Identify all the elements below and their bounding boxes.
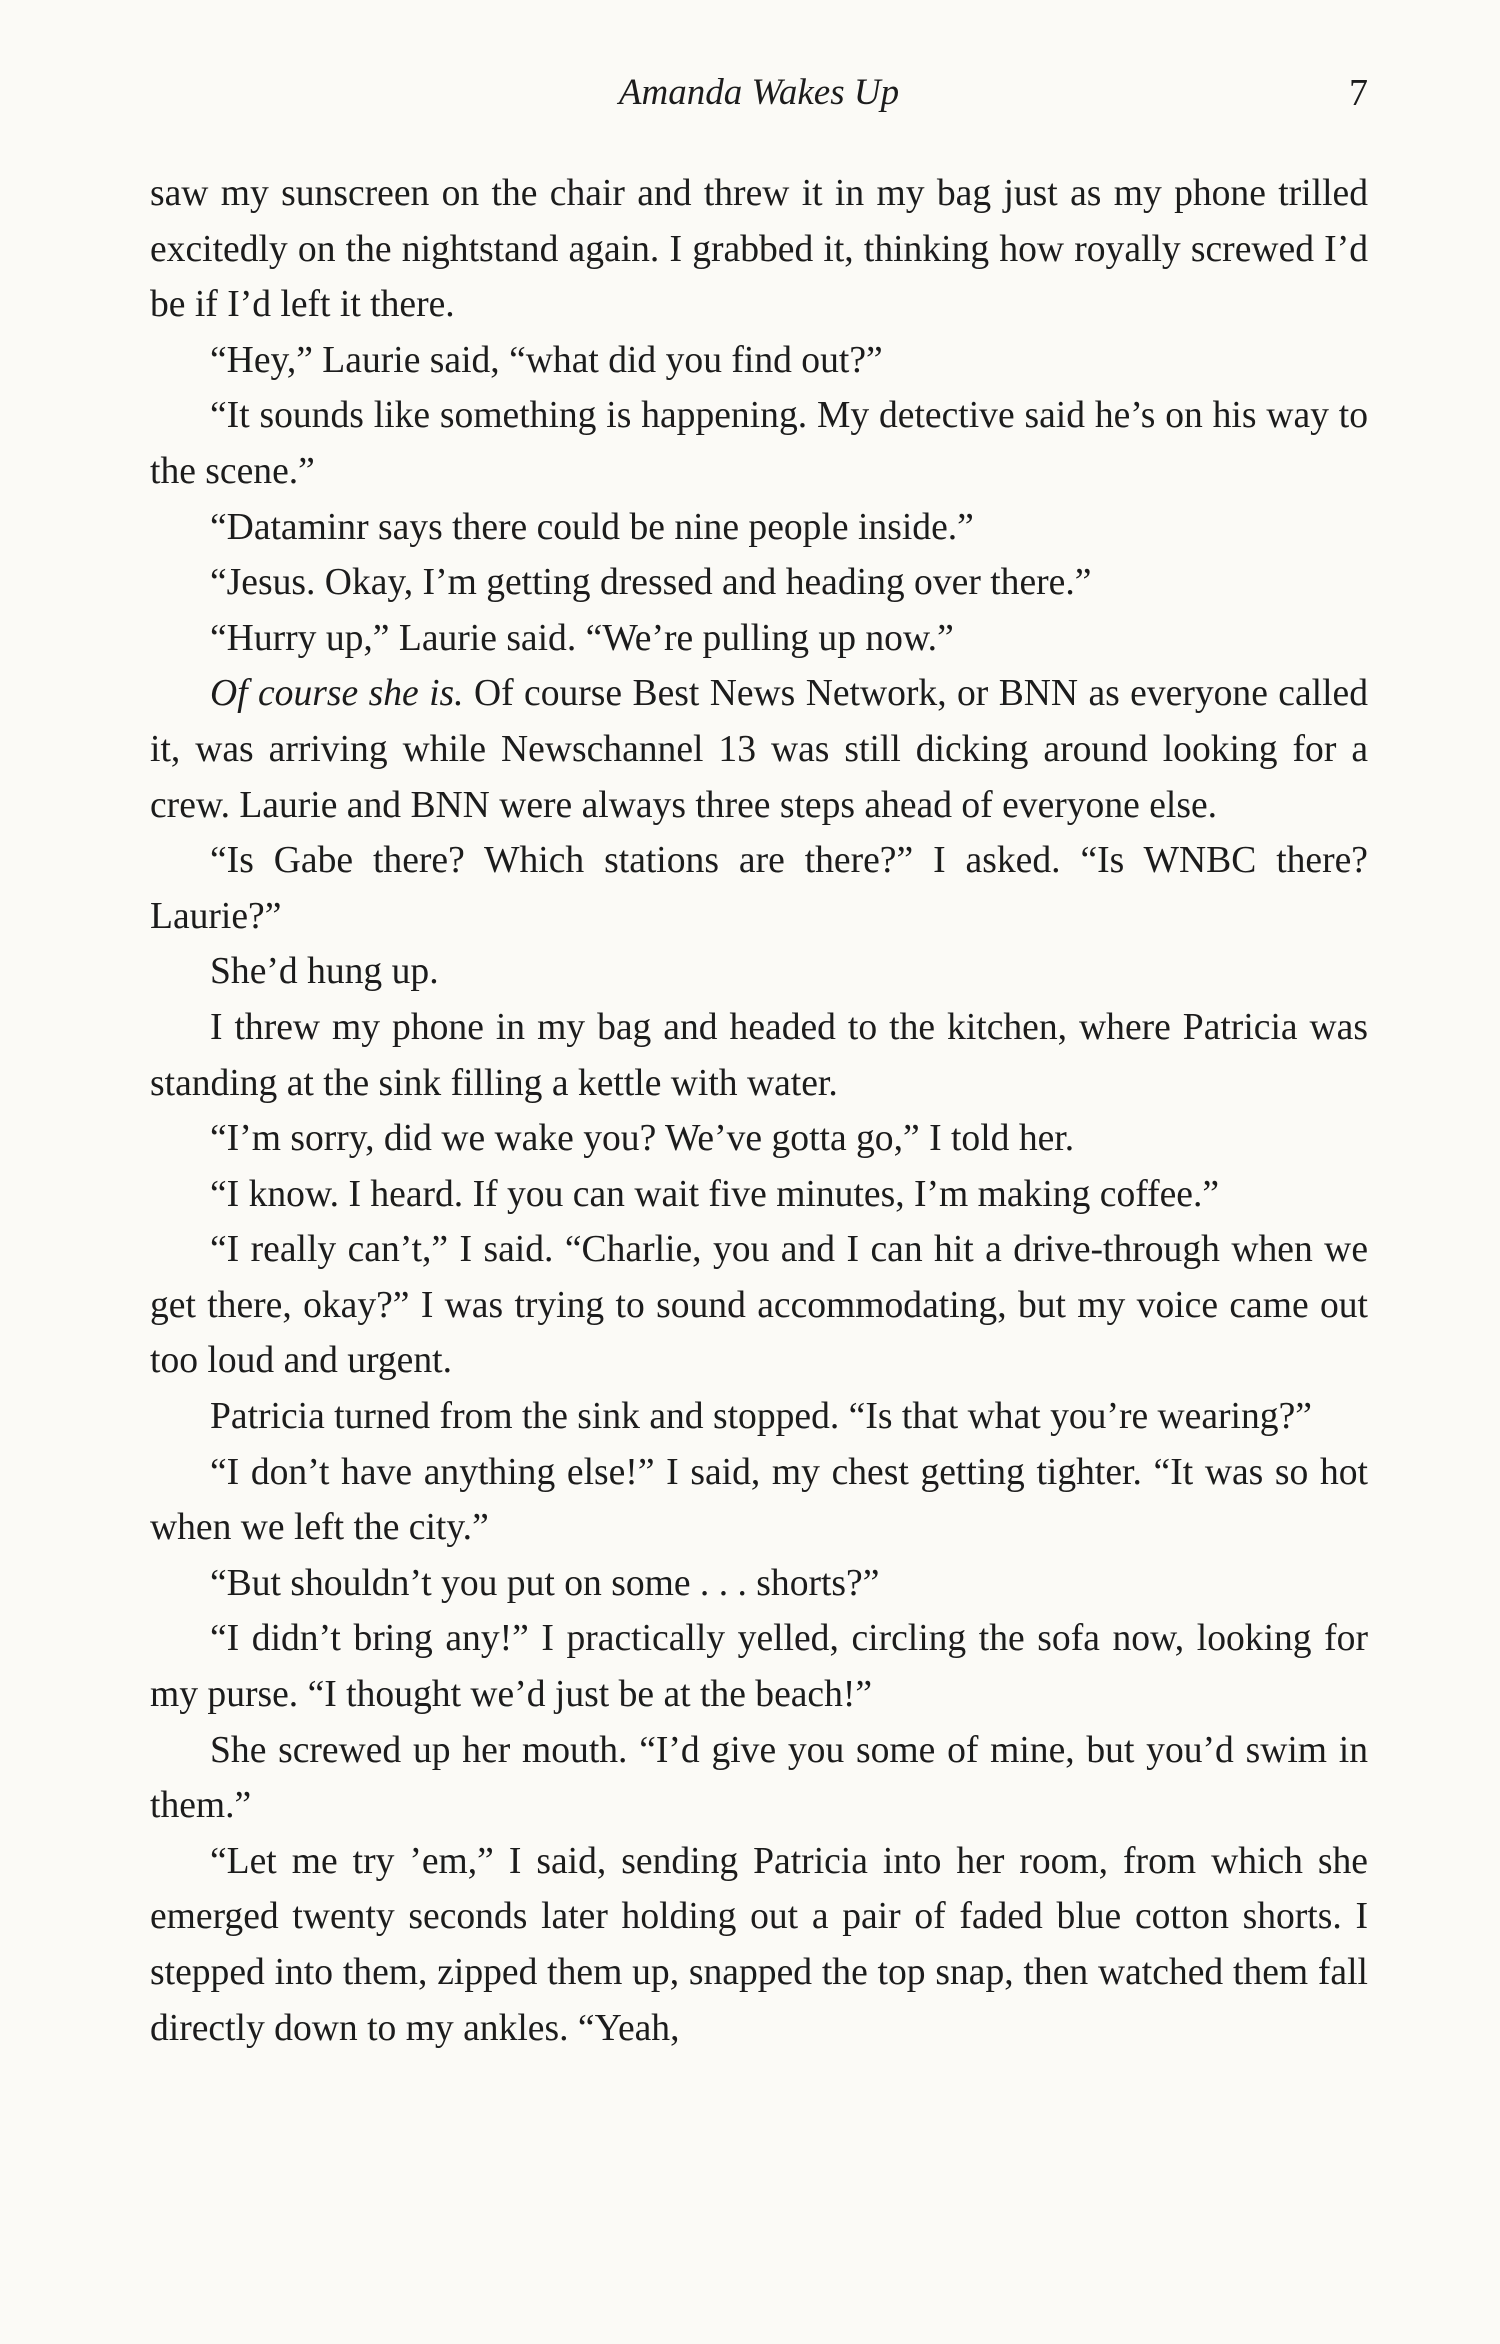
paragraph xyxy=(150,1834,1368,2056)
paragraph xyxy=(150,611,1368,667)
paragraph-text: She screwed up her mouth. “I’d give you some of mine, but you’d swim in them.” xyxy=(150,1729,1368,1827)
paragraph xyxy=(150,1611,1368,1722)
paragraph-text: “Hey,” Laurie said, “what did you find out?” xyxy=(210,339,883,381)
paragraph xyxy=(150,333,1368,389)
paragraph-text: I threw my phone in my bag and headed to the kitchen, where Patricia was standing at the sink filling a kettle with water. xyxy=(150,1006,1368,1104)
page-number: 7 xyxy=(1349,72,1368,114)
paragraph xyxy=(150,555,1368,611)
paragraph xyxy=(150,666,1368,833)
paragraph-italic-lead: Of course she is. xyxy=(210,673,464,715)
paragraph-text: “I really can’t,” I said. “Charlie, you and I can hit a drive-through when we get there, okay?” I was trying to sound accommodating, but my voice came out too loud and urgent. xyxy=(150,1229,1368,1382)
paragraph xyxy=(150,1111,1368,1167)
paragraph-text: Patricia turned from the sink and stopped. “Is that what you’re wearing?” xyxy=(210,1396,1312,1438)
paragraph-text: “Is Gabe there? Which stations are there?” I asked. “Is WNBC there? Laurie?” xyxy=(150,840,1368,937)
running-head xyxy=(150,68,1368,118)
paragraph xyxy=(150,944,1368,1000)
paragraph-text: saw my sunscreen on the chair and threw it in my bag just as my phone trilled excitedly on the nightstand again. I grabbed it, thinking how royally screwed I’d be if I’d left it there. xyxy=(150,173,1368,326)
paragraph-text: “It sounds like something is happening. My detective said he’s on his way to the scene.” xyxy=(150,395,1368,492)
paragraph xyxy=(150,1723,1368,1834)
paragraph xyxy=(150,1000,1368,1111)
paragraph-text: “I didn’t bring any!” I practically yelled, circling the sofa now, looking for my purse. “I thought we’d just be at the beach!” xyxy=(150,1618,1368,1716)
paragraph xyxy=(150,1167,1368,1223)
paragraph-text: “But shouldn’t you put on some . . . shorts?” xyxy=(210,1562,880,1604)
paragraph xyxy=(150,1389,1368,1445)
paragraph xyxy=(150,1556,1368,1612)
paragraph-text: “I know. I heard. If you can wait five minutes, I’m making coffee.” xyxy=(210,1173,1220,1215)
paragraph-text: “I don’t have anything else!” I said, my chest getting tighter. “It was so hot when we left the city.” xyxy=(150,1451,1368,1549)
paragraph xyxy=(150,388,1368,499)
paragraph-text: She’d hung up. xyxy=(210,951,439,993)
paragraph-text: Of course Best News Network, or BNN as everyone called it, was arriving while Newschannel 13 was still dicking around looking for a crew. Laurie and BNN were always three steps ahead of everyone else. xyxy=(150,673,1368,826)
body-text xyxy=(150,166,1368,2056)
paragraph-text: “Dataminr says there could be nine people inside.” xyxy=(210,506,974,548)
paragraph-text: “Jesus. Okay, I’m getting dressed and heading over there.” xyxy=(210,562,1092,604)
paragraph xyxy=(150,1222,1368,1389)
paragraph xyxy=(150,166,1368,333)
paragraph-text: “Let me try ’em,” I said, sending Patricia into her room, from which she emerged twenty seconds later holding out a pair of faded blue cotton shorts. I stepped into them, zipped them up, snapped the top snap, then watched them fall directly down to my ankles. “Yeah, xyxy=(150,1840,1368,2049)
paragraph xyxy=(150,833,1368,944)
running-title: Amanda Wakes Up xyxy=(618,72,900,113)
paragraph-text: “Hurry up,” Laurie said. “We’re pulling up now.” xyxy=(210,617,954,659)
paragraph-text: “I’m sorry, did we wake you? We’ve gotta go,” I told her. xyxy=(210,1118,1075,1160)
paragraph xyxy=(150,1445,1368,1556)
paragraph xyxy=(150,500,1368,556)
